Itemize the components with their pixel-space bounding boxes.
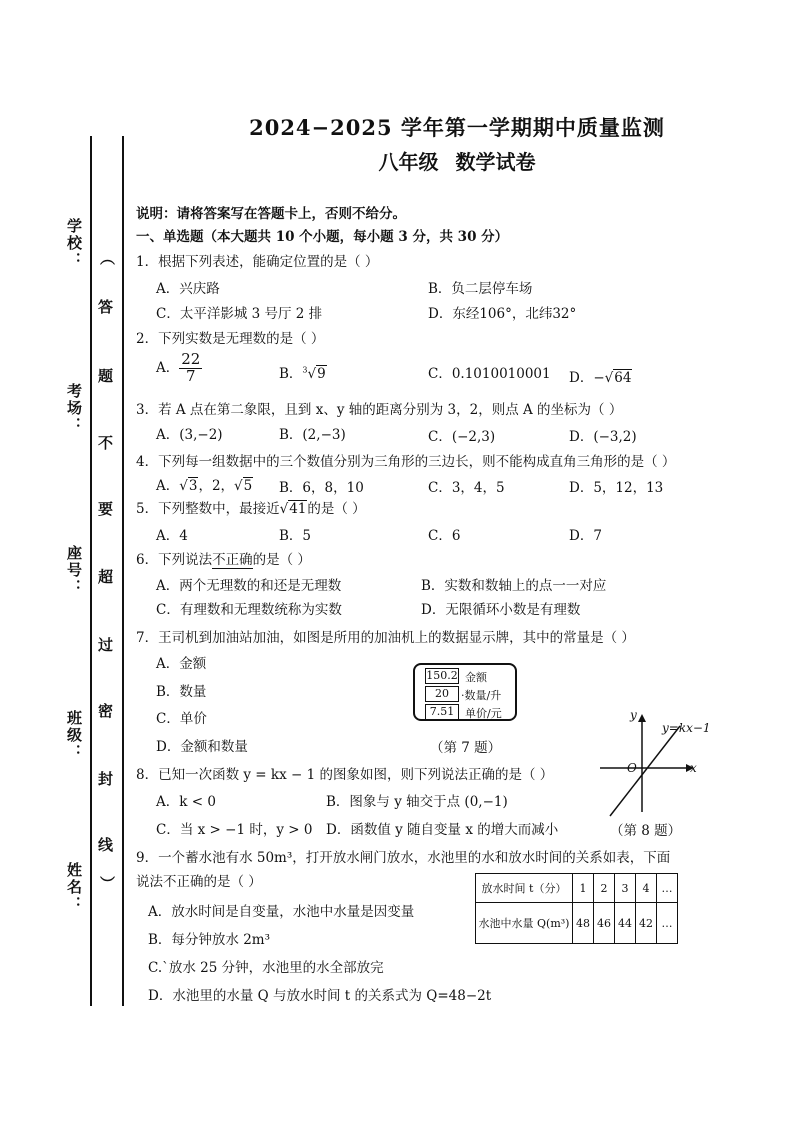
q4-option-a <box>156 474 253 494</box>
q1-option-b: B．负二层停车场 <box>428 281 533 297</box>
radical-sign-icon: √ <box>604 370 614 386</box>
y-axis-label: y <box>630 708 637 722</box>
q2-option-a <box>156 352 202 385</box>
q6-option-b: B．实数和数轴上的点一一对应 <box>421 578 607 594</box>
q5-option-b: B．5 <box>279 528 312 544</box>
q8-caption: （第 8 题） <box>610 823 682 839</box>
q2-option-d <box>569 366 632 386</box>
y-axis-arrow-icon <box>638 714 646 722</box>
q9-option-b: B．每分钟放水 2m³ <box>148 932 271 948</box>
school-label: 学校： <box>65 218 83 269</box>
function-label: y=kx−1 <box>662 721 711 735</box>
name-label: 姓名： <box>65 862 83 913</box>
function-line <box>610 726 680 816</box>
table-cell: 42 <box>636 903 657 944</box>
q5-radicand: 41 <box>289 501 307 517</box>
q2-option-b <box>279 362 327 382</box>
radical-sign-icon: √ <box>279 501 289 517</box>
q4-a-middle: ，2， <box>198 478 235 494</box>
seal-char: 封 <box>98 770 114 788</box>
q3-option-d: D．(−3,2) <box>569 429 637 445</box>
table-cell: 44 <box>615 903 636 944</box>
display-label: 单价/元 <box>465 707 502 720</box>
q8-option-c: C．当 x > −1 时，y > 0 <box>156 822 313 838</box>
q6-option-c: C．有理数和无理数统称为实数 <box>156 602 342 618</box>
q9-table <box>475 873 678 944</box>
radical-sign-icon: √ <box>179 478 188 494</box>
display-label: 金额 <box>465 671 487 684</box>
seal-char: 密 <box>98 702 114 720</box>
q6-option-d: D．无限循环小数是有理数 <box>421 602 581 618</box>
q5-option-c: C．6 <box>428 528 461 544</box>
seal-char: 线 <box>98 836 114 854</box>
table-cell: 4 <box>636 874 657 903</box>
table-cell: 48 <box>573 903 594 944</box>
q2-stem: 2．下列实数是无理数的是（ ） <box>136 331 325 347</box>
q4-stem: 4．下列每一组数据中的三个数值分别为三角形的三边长，则不能构成直角三角形的是（ ） <box>136 454 676 470</box>
seal-char: ） <box>98 876 116 891</box>
exam-room-label: 考场： <box>65 383 83 434</box>
q2-a-denominator: 7 <box>186 366 196 385</box>
table-cell: … <box>657 874 678 903</box>
q6-stem-emphasis: 不正确 <box>212 552 253 568</box>
q6-stem <box>136 548 311 568</box>
q2-d-label: D． <box>569 370 594 386</box>
q8-option-b: B．图象与 y 轴交于点 (0,−1) <box>326 794 508 810</box>
q9-option-c: C.`放水 25 分钟，水池里的水全部放完 <box>148 960 384 976</box>
q7-option-c: C．单价 <box>156 711 207 727</box>
q5-stem-post: 的是（ ） <box>307 501 366 517</box>
seal-char: 题 <box>98 367 114 385</box>
q1-option-d: D．东经106°，北纬32° <box>428 306 577 322</box>
q2-b-radicand: 9 <box>317 366 326 382</box>
q7-option-b: B．数量 <box>156 684 207 700</box>
q3-stem: 3．若 A 点在第二象限，且到 x、y 轴的距离分别为 3，2，则点 A 的坐标为（ ） <box>136 402 623 418</box>
table-row <box>476 903 678 944</box>
seal-char: （ <box>98 250 116 265</box>
instructions: 说明：请将答案写在答题卡上，否则不给分。 <box>136 206 406 222</box>
q2-b-root-index: 3 <box>302 365 308 375</box>
q1-stem: 1．根据下列表述，能确定位置的是（ ） <box>136 254 379 270</box>
seal-char: 答 <box>98 298 114 316</box>
exam-subtitle: 八年级 数学试卷 <box>378 150 536 174</box>
q3-option-b: B．(2,−3) <box>279 427 346 443</box>
section-heading: 一、单选题（本大题共 10 个小题，每小题 3 分，共 30 分） <box>136 229 509 245</box>
q9-option-d: D．水池里的水量 Q 与放水时间 t 的关系式为 Q=48−2t <box>148 988 492 1004</box>
q4-option-d: D．5，12，13 <box>569 480 664 496</box>
q7-caption: （第 7 题） <box>430 740 502 756</box>
q4-a-radicand-1: 3 <box>188 478 198 494</box>
q7-option-d: D．金额和数量 <box>156 739 248 755</box>
table-cell: 46 <box>594 903 615 944</box>
q4-option-c: C．3，4，5 <box>428 480 505 496</box>
q2-d-radicand: 64 <box>614 370 632 386</box>
table-row <box>476 874 678 903</box>
q6-option-a: A．两个无理数的和还是无理数 <box>156 578 342 594</box>
q2-b-label: B． <box>279 366 303 382</box>
q9-stem-line1: 9．一个蓄水池有水 50m³，打开放水闸门放水，水池里的水和放水时间的关系如表，下面 <box>136 850 671 866</box>
fuel-pump-display <box>413 663 517 721</box>
q3-option-a: A．(3,−2) <box>156 427 223 443</box>
q6-stem-pre: 6．下列说法 <box>136 552 213 568</box>
q5-option-d: D．7 <box>569 528 602 544</box>
q8-stem: 8．已知一次函数 y = kx − 1 的图象如图，则下列说法正确的是（ ） <box>136 767 554 783</box>
q5-stem-pre: 5．下列整数中，最接近 <box>136 501 280 517</box>
q2-d-sign: − <box>593 370 605 386</box>
q1-option-c: C．太平洋影城 3 号厅 2 排 <box>156 306 323 322</box>
q4-a-radicand-2: 5 <box>243 478 253 494</box>
display-value-box: 7.51 <box>425 704 459 720</box>
origin-label: O <box>627 761 637 775</box>
q8-option-a: A．k < 0 <box>156 794 216 810</box>
table-cell: 2 <box>594 874 615 903</box>
table-cell: 3 <box>615 874 636 903</box>
radical-sign-icon: √ <box>234 478 243 494</box>
q9-option-a: A．放水时间是自变量，水池中水量是因变量 <box>148 904 415 920</box>
q2-a-label: A． <box>156 359 180 376</box>
display-value-box: 20 <box>425 686 459 702</box>
table-row-header: 水池中水量 Q(m³) <box>476 903 573 944</box>
table-cell: 1 <box>573 874 594 903</box>
q7-stem: 7．王司机到加油站加油，如图是所用的加油机上的数据显示牌，其中的常量是（ ） <box>136 630 635 646</box>
seat-number-label: 座号： <box>65 545 83 596</box>
x-axis-label: x <box>690 761 697 775</box>
q5-option-a: A．4 <box>156 528 188 544</box>
q5-stem <box>136 497 366 517</box>
seal-char: 要 <box>98 500 114 518</box>
q1-option-a: A．兴庆路 <box>156 281 220 297</box>
display-label: ·数量/升 <box>461 689 502 702</box>
seal-char: 超 <box>98 568 114 586</box>
q8-option-d: D．函数值 y 随自变量 x 的增大而减小 <box>326 822 559 838</box>
q2-a-fraction <box>179 352 202 385</box>
q7-option-a: A．金额 <box>156 656 207 672</box>
q2-option-c: C．0.1010010001 <box>428 366 551 382</box>
q4-a-label: A． <box>156 478 180 494</box>
seal-char: 不 <box>98 434 114 452</box>
display-value-box: 150.2 <box>426 669 458 682</box>
q3-option-c: C．(−2,3) <box>428 429 496 445</box>
binding-line-right <box>122 136 124 1006</box>
q9-stem-line2: 说法不正确的是（ ） <box>136 874 262 890</box>
class-label: 班级： <box>65 710 83 761</box>
table-cell: … <box>657 903 678 944</box>
q4-option-b: B．6，8，10 <box>279 480 364 496</box>
seal-char: 过 <box>98 636 114 654</box>
exam-title: 2024−2025 学年第一学期期中质量监测 <box>249 115 665 140</box>
radical-sign-icon: √ <box>307 366 317 382</box>
table-row-header: 放水时间 t（分） <box>476 874 573 903</box>
q6-stem-post: 的是（ ） <box>252 552 311 568</box>
binding-line-left <box>90 136 92 1006</box>
q2-a-numerator: 22 <box>181 350 201 368</box>
